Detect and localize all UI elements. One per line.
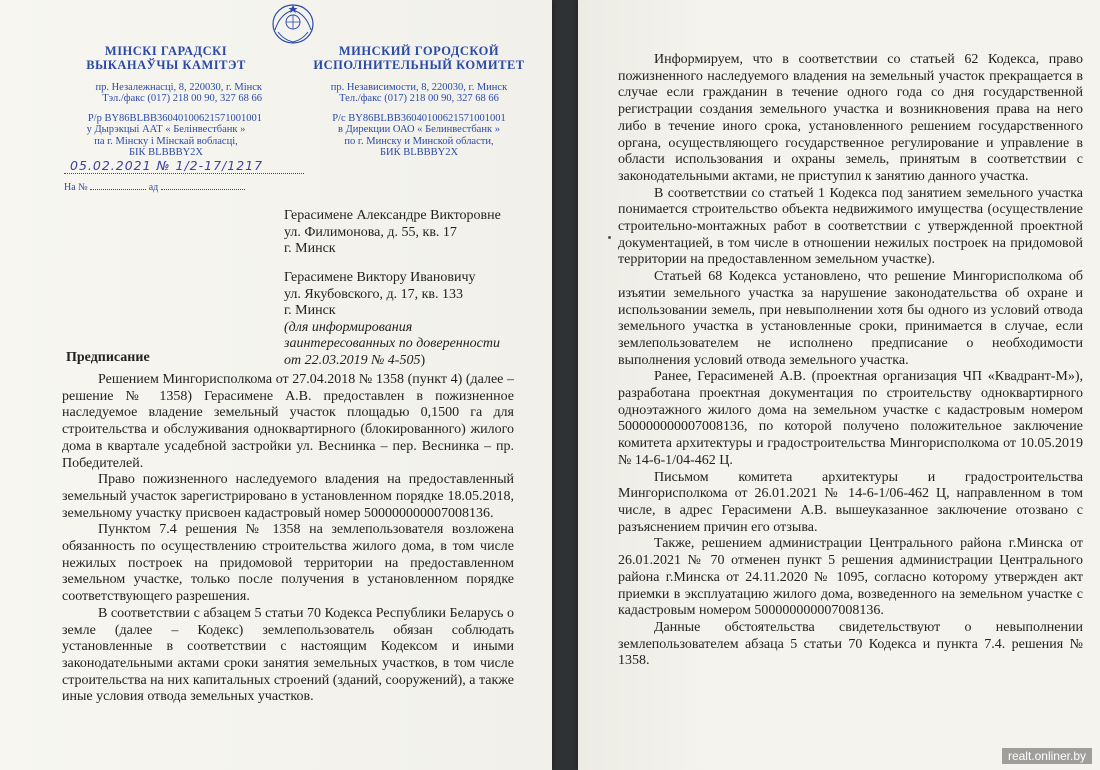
letter-page-2 [578, 0, 1100, 770]
paper-mark [608, 236, 611, 239]
org-account: Р/с BY86BLBB36040100621571001001 [332, 112, 506, 124]
paragraph: В соответствии со статьей 1 Кодекса под занятием земельного участка понимается строительство объекта недвижимого имущества (осуществление строительно-монтажных работ в соответствии с утвержденной проектной документацией, в том числе в отношении нежилых построек на придомовой территории на предоставленном земельном участке). [618, 185, 1083, 268]
ref-label: На № [64, 182, 88, 193]
ref-blank [90, 189, 146, 190]
paragraph: Статьей 68 Кодекса установлено, что решение Мингорисполкома об изъятии земельного участка за нарушение законодательства об охране и использовании земель, при невыполнении хотя бы одного из условий отвода земельного участка в установленные сроки, принимается в случае, если землепользователем не исполнено предписание о необходимости выполнения условий отвода земельного участка. [618, 269, 1083, 368]
org-bank-line1: у Дырэкцыі ААТ « Белінвестбанк » [86, 124, 246, 136]
ref-date-blank [161, 189, 245, 190]
org-phone: Тел./факс (017) 218 00 90, 327 68 66 [339, 93, 499, 105]
paragraph: В соответствии с абзацем 5 статьи 70 Кодекса Республики Беларусь о земле (далее – Кодекс) землепользователь обязан соблюдать установленные в соответствии с настоящим Кодексом и иными законодательными актами сроки занятия земельных участков, в том числе строительства на них капитальных строений (зданий, сооружений), а также иные условия отвода земельных участков. [62, 605, 514, 705]
state-emblem-icon [270, 2, 316, 46]
org-bik: БІК BLBBBY2X [129, 147, 203, 159]
registration-number: 05.02.2021 № 1/2-17/1217 [70, 158, 264, 173]
org-address: пр. Независимости, 8, 220030, г. Минск [330, 82, 508, 93]
org-name-line2: ИСПОЛНИТЕЛЬНЫЙ КОМИТЕТ [313, 58, 525, 72]
outgoing-registration [64, 156, 314, 182]
body-text-right [618, 52, 1083, 670]
org-bank-line2: по г. Минску и Минской области, [344, 135, 494, 147]
org-name-line1: МИНСКИЙ ГОРОДСКОЙ [338, 44, 500, 58]
org-account: Р/р BY86BLBB36040100621571001001 [87, 112, 262, 124]
header-russian [304, 44, 534, 158]
recipient-street: ул. Филимонова, д. 55, кв. 17 [284, 224, 457, 240]
paragraph: Ранее, Герасименей А.В. (проектная организация ЧП «Квадрант-М»), разработана проектная документация по строительству одноквартирного одноэтажного жилого дома на земельном участке с кадастровым номером 500000000007008136, по которой получено положительное заключение комитета архитектуры и градостроительства Мингорисполкома от 10.05.2019 № 14-6-1/04-462 Ц. [618, 369, 1083, 468]
paragraph: Право пожизненного наследуемого владения на предоставленный земельный участок зарегистрировано в установленном порядке 18.05.2018, земельному участку присвоен кадастровый номер 500000000007008136. [62, 472, 514, 521]
header-belarusian [50, 44, 282, 158]
recipient-city: г. Минск [284, 303, 336, 318]
recipient-note-line1: (для информирования [284, 319, 413, 335]
registration-underline [64, 173, 304, 174]
body-text-left [62, 372, 514, 706]
incoming-reference [64, 182, 245, 193]
org-bank-line1: в Дирекции ОАО « Белинвестбанк » [338, 124, 500, 136]
recipient-name: Герасимене Александре Викторовне [284, 208, 501, 223]
paragraph: Также, решением администрации Центрального района г.Минска от 26.01.2021 № 70 отменен пункт 5 решения администрации Центрального района г.Минска от 24.11.2020 № 1095, согласно которому утвержден акт приемки в эксплуатацию жилого дома, возведенного на земельном участке с кадастровым номером 500000000007008136. [618, 536, 1083, 619]
recipient-2 [284, 270, 500, 369]
recipient-1 [284, 208, 501, 258]
recipient-street: ул. Якубовского, д. 17, кв. 133 [284, 286, 464, 302]
recipient-note-line3: от 22.03.2019 № 4-505) [284, 352, 426, 368]
org-name-line2: ВЫКАНАЎЧЫ КАМІТЭТ [86, 58, 246, 72]
recipient-note-line2: заинтересованных по доверенности [284, 336, 500, 351]
org-bik: БИК BLBBBY2X [379, 147, 459, 159]
recipient-city: г. Минск [284, 241, 336, 256]
document-title: Предписание [66, 350, 150, 365]
paragraph: Письмом комитета архитектуры и градостроительства Мингорисполкома от 26.01.2021 № 14-6-1/06-462 Ц, направленном в том числе, в адрес Герасимени А.В. вышеуказанное заключение отозвано с разъяснением причин его отзыва. [618, 469, 1083, 535]
ref-from-label: ад [148, 182, 159, 193]
org-name-line1: МІНСКІ ГАРАДСКІ [104, 44, 228, 58]
paragraph: Данные обстоятельства свидетельствуют о невыполнении землепользователем абзаца 5 статьи 70 Кодекса и пункта 7.4. решения № 1358. [618, 619, 1083, 669]
org-bank-line2: па г. Мінску і Мінскай вобласці, [94, 135, 238, 147]
org-address: пр. Незалежнасці, 8, 220030, г. Мінск [95, 82, 262, 93]
paragraph: Решением Мингорисполкома от 27.04.2018 № 1358 (пункт 4) (далее – решение № 1358) Герасимене А.В. предоставлен в пожизненное наследуемое владение земельный участок площадью 0,1500 га для строительства и обслуживания одноквартирного (блокированного) жилого дома в квартале усадебной застройки ул. Веснинка – пер. Веснинка – пр. Победителей. [62, 372, 514, 471]
paragraph: Информируем, что в соответствии со статьей 62 Кодекса, право пожизненного наследуемого владения на земельный участок прекращается в случае если гражданин в течение одного года со дня государственной регистрации создания земельного участка и возникновения права на него либо в течение иного срока, установленного решением государственного органа, осуществляющего государственное регулирование и управление в области использования и охраны земель, принятым в соответствии с законодательными актами, не приступил к занятию данного участка. [618, 52, 1083, 184]
site-watermark: realt.onliner.by [1002, 748, 1092, 764]
paragraph: Пунктом 7.4 решения № 1358 на землепользователя возложена обязанность по осуществлению строительства жилого дома, в том числе нежилых построек на придомовой территории на предоставленном земельном участке, только после получения в установленном порядке соответствующего разрешения. [62, 522, 514, 605]
recipient-name: Герасимене Виктору Ивановичу [284, 270, 476, 285]
org-phone: Тэл./факс (017) 218 00 90, 327 68 66 [102, 93, 262, 105]
